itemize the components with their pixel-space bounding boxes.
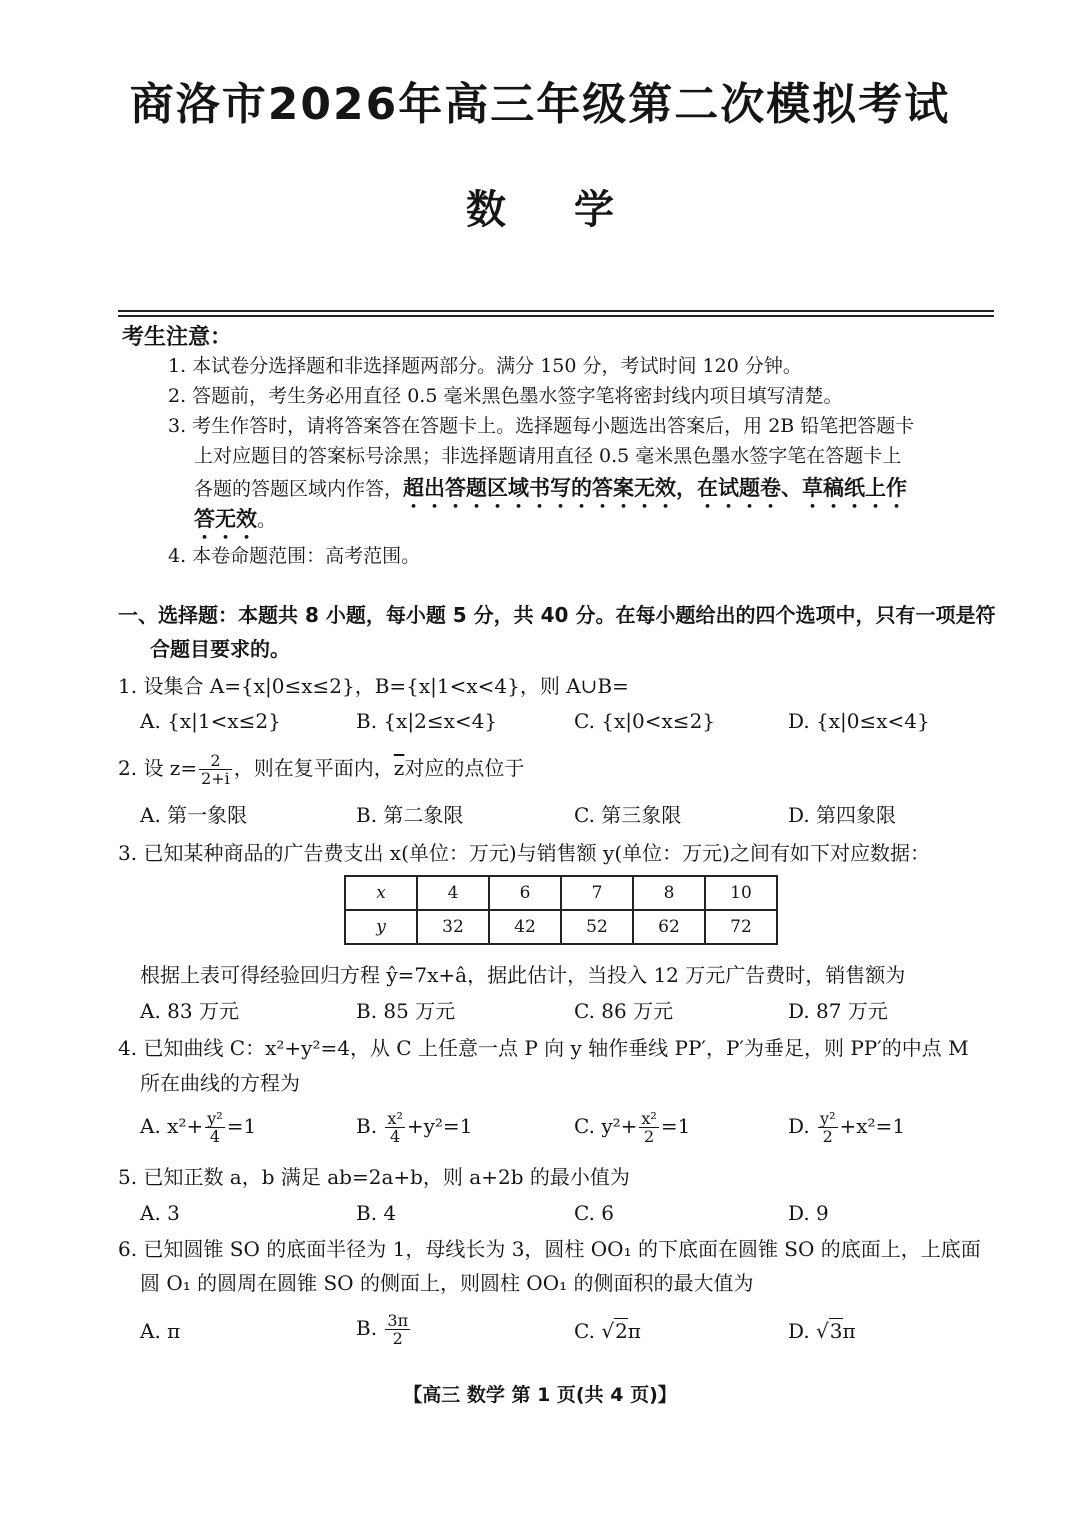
subject-title: 数学 — [466, 187, 682, 233]
q4a-fraction — [205, 1110, 224, 1145]
question-3-data-table — [344, 875, 778, 945]
note-3-end-punct: 。 — [257, 509, 277, 531]
question-1-option-d: D. {x|0≤x<4} — [788, 709, 930, 733]
question-1-stem: 1. 设集合 A={x|0≤x≤2}，B={x|1<x<4}，则 A∪B= — [118, 674, 629, 698]
question-3-option-d: D. 87 万元 — [788, 999, 888, 1023]
table-cell: 42 — [489, 910, 561, 944]
question-4-line-2: 所在曲线的方程为 — [140, 1071, 300, 1095]
q2-zbar: $\overline{z}$ — [393, 756, 405, 780]
q4c-numerator: x² — [641, 1109, 657, 1128]
question-2-option-a: A. 第一象限 — [140, 803, 248, 827]
question-2-option-c: C. 第三象限 — [574, 803, 682, 827]
q4b-numerator: x² — [387, 1109, 403, 1128]
question-2-option-b: B. 第二象限 — [356, 803, 464, 827]
q6d-radicand: 3 — [829, 1319, 843, 1343]
question-3-option-b: B. 85 万元 — [356, 999, 456, 1023]
table-cell: 32 — [417, 910, 489, 944]
note-3-line-4 — [194, 504, 1024, 544]
q6d-post: π — [842, 1319, 856, 1343]
question-5-stem: 5. 已知正数 a，b 满足 ab=2a+b，则 a+2b 的最小值为 — [118, 1165, 630, 1189]
divider-top — [118, 310, 994, 312]
section-heading-line-1: 一、选择题：本题共 8 小题，每小题 5 分，共 40 分。在每小题给出的四个选项中，只有一项是符 — [118, 603, 996, 627]
table-cell: x — [345, 876, 417, 910]
q4c-denominator: 2 — [644, 1127, 655, 1146]
question-2-stem — [118, 752, 998, 787]
question-3-stem: 3. 已知某种商品的广告费支出 x(单位：万元)与销售额 y(单位：万元)之间有如下对应数据： — [118, 841, 930, 865]
question-6-option-b — [356, 1312, 412, 1347]
q4d-denominator: 2 — [822, 1127, 833, 1146]
q2-pre: 2. 设 z= — [118, 756, 198, 780]
question-5-option-d: D. 9 — [788, 1201, 829, 1225]
notes-heading: 考生注意： — [122, 325, 233, 350]
q4a-numerator: y² — [207, 1109, 223, 1128]
q4c-fraction — [639, 1110, 658, 1145]
q6b-numerator: 3π — [387, 1311, 409, 1330]
q4a-denominator: 4 — [209, 1127, 221, 1146]
q6d-radical: √ — [816, 1319, 829, 1343]
question-3-follow: 根据上表可得经验回归方程 ŷ=7x+â，据此估计，当投入 12 万元广告费时，销售额为 — [140, 963, 906, 987]
table-cell: 52 — [561, 910, 633, 944]
q4a-label: A. — [140, 1114, 168, 1138]
question-1-option-b: B. {x|2≤x<4} — [356, 709, 498, 733]
table-cell: 72 — [705, 910, 777, 944]
question-2-option-d: D. 第四象限 — [788, 803, 897, 827]
note-4: 4. 本卷命题范围：高考范围。 — [168, 545, 421, 567]
q2-numerator: 2 — [199, 752, 232, 770]
question-4-option-a — [140, 1110, 256, 1145]
question-3-option-c: C. 86 万元 — [574, 999, 674, 1023]
q6b-fraction — [385, 1312, 410, 1347]
note-3-line-1: 3. 考生作答时，请将答案答在答题卡上。选择题每小题选出答案后，用 2B 铅笔把答题卡 — [168, 415, 915, 437]
section-heading-line-2: 合题目要求的。 — [150, 637, 290, 661]
note-3-emphasis-end: 答无效 — [194, 507, 257, 531]
q2-fraction — [199, 752, 232, 787]
q4b-label: B. — [356, 1114, 384, 1138]
question-1-option-c: C. {x|0<x≤2} — [574, 709, 716, 733]
question-6-line-2: 圆 O₁ 的圆周在圆锥 SO 的侧面上，则圆柱 OO₁ 的侧面积的最大值为 — [140, 1271, 754, 1295]
question-6-line-1: 6. 已知圆锥 SO 的底面半径为 1，母线长为 3，圆柱 OO₁ 的下底面在圆锥 SO 的底面上，上底面 — [118, 1237, 981, 1261]
question-5-option-c: C. 6 — [574, 1201, 615, 1225]
q2-mid: ，则在复平面内， — [233, 756, 394, 780]
question-4-option-d — [788, 1110, 905, 1145]
q4d-numerator: y² — [820, 1109, 836, 1128]
table-cell: 8 — [633, 876, 705, 910]
q4d-label: D. — [788, 1114, 817, 1138]
q6c-label: C. — [574, 1319, 602, 1343]
question-5-option-b: B. 4 — [356, 1201, 397, 1225]
q2-denominator: 2+i — [201, 769, 230, 788]
q4b-post: +y²=1 — [406, 1114, 473, 1138]
divider-bottom — [118, 315, 994, 317]
question-6-option-d — [788, 1316, 856, 1346]
table-row — [345, 876, 777, 910]
note-3-emphasis: 超出答题区域书写的答案无效，在试题卷、草稿纸上作 — [403, 476, 908, 500]
q2-post: 对应的点位于 — [404, 756, 525, 780]
question-3-option-a: A. 83 万元 — [140, 999, 239, 1023]
table-cell: 62 — [633, 910, 705, 944]
q6b-denominator: 2 — [392, 1329, 403, 1348]
q6d-label: D. — [788, 1319, 817, 1343]
table-cell: 10 — [705, 876, 777, 910]
question-4-option-b — [356, 1110, 472, 1145]
question-6-option-c — [574, 1316, 641, 1346]
note-2: 2. 答题前，考生务必用直径 0.5 毫米黑色墨水签字笔将密封线内项目填写清楚。 — [168, 385, 843, 407]
q4c-post: =1 — [660, 1114, 691, 1138]
question-4-option-c — [574, 1110, 690, 1145]
question-4-line-1: 4. 已知曲线 C：x²+y²=4，从 C 上任意一点 P 向 y 轴作垂线 PP′，P′为垂足，则 PP′的中点 M — [118, 1036, 969, 1060]
note-1: 1. 本试卷分选择题和非选择题两部分。满分 150 分，考试时间 120 分钟。 — [168, 355, 802, 377]
table-cell: 6 — [489, 876, 561, 910]
question-5-option-a: A. 3 — [140, 1201, 180, 1225]
table-cell: 7 — [561, 876, 633, 910]
q4c-pre: y²+ — [601, 1114, 638, 1138]
q4a-post: =1 — [226, 1114, 257, 1138]
q6c-post: π — [627, 1319, 641, 1343]
note-3-line-2: 上对应题目的答案标号涂黑；非选择题请用直径 0.5 毫米黑色墨水签字笔在答题卡上 — [194, 445, 902, 467]
table-row — [345, 910, 777, 944]
note-3-text: 各题的答题区域内作答， — [194, 478, 404, 500]
exam-title: 商洛市2026年高三年级第二次模拟考试 — [129, 79, 951, 130]
q4a-pre: x²+ — [167, 1114, 204, 1138]
table-cell: y — [345, 910, 417, 944]
q4d-fraction — [818, 1110, 837, 1145]
q4d-post: +x²=1 — [839, 1114, 906, 1138]
q6c-radical: √ — [601, 1319, 615, 1343]
q6b-label: B. — [356, 1316, 384, 1340]
q4b-denominator: 4 — [390, 1127, 401, 1146]
q6c-radicand: 2 — [615, 1319, 628, 1343]
question-1-option-a: A. {x|1<x≤2} — [140, 709, 281, 733]
q4c-label: C. — [574, 1114, 602, 1138]
question-6-option-a: A. π — [140, 1319, 181, 1343]
q4b-fraction — [385, 1110, 404, 1145]
page-footer: 【高三 数学 第 1 页(共 4 页)】 — [403, 1384, 677, 1406]
table-cell: 4 — [417, 876, 489, 910]
